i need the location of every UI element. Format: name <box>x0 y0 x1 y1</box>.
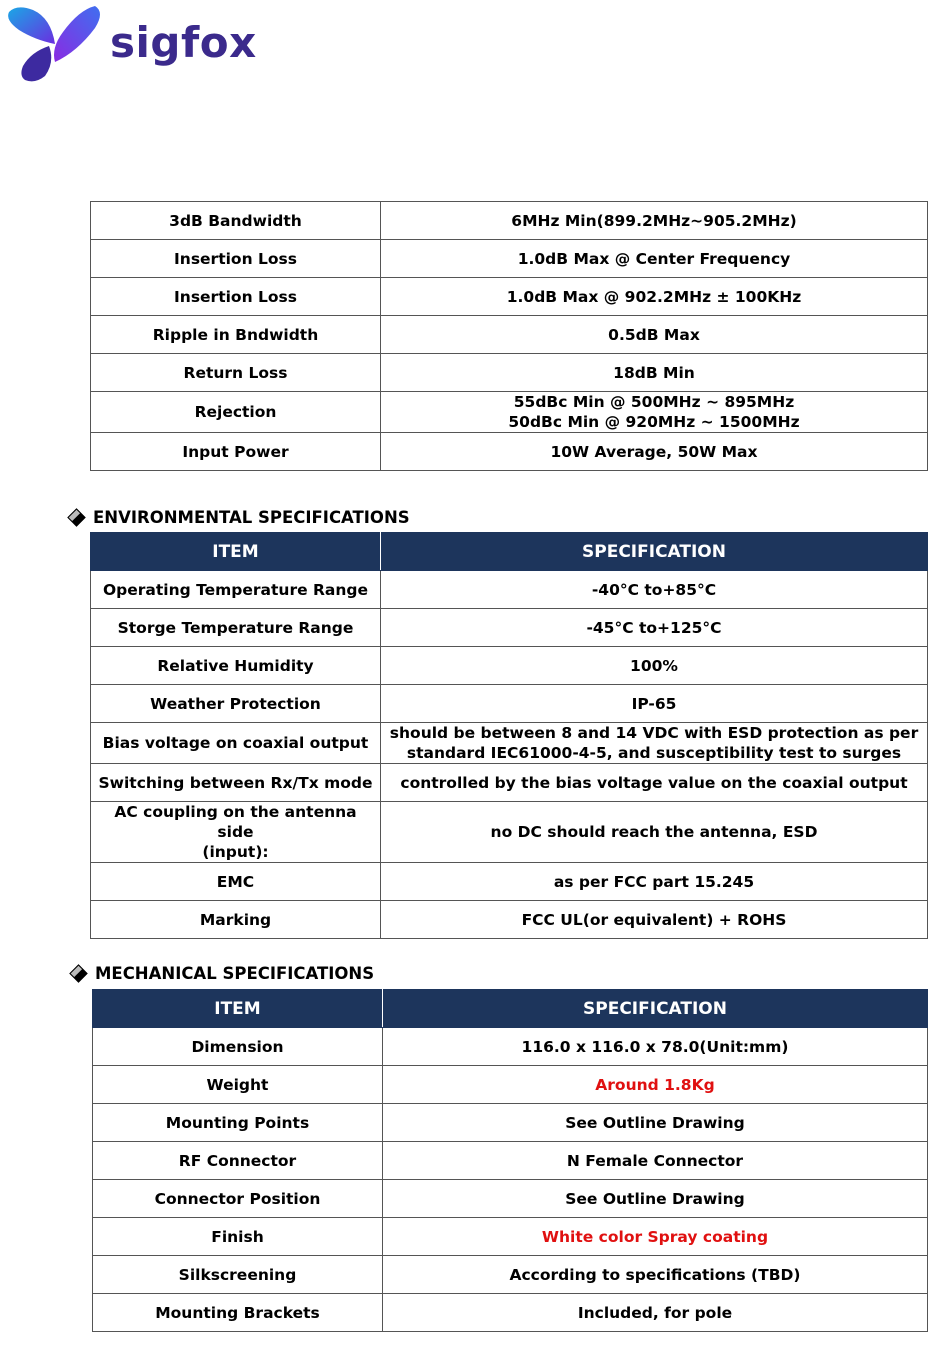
spec-cell <box>381 316 928 354</box>
table-row <box>93 1028 928 1066</box>
table-row <box>91 685 928 723</box>
table-row <box>93 1294 928 1332</box>
spec-cell <box>381 863 928 901</box>
spec-cell <box>381 392 928 433</box>
spec-cell-line: IP-65 <box>631 694 677 713</box>
item-cell-line: (input): <box>202 843 269 861</box>
table-row <box>91 571 928 609</box>
item-cell-line: Weather Protection <box>150 694 321 713</box>
item-cell <box>91 723 381 764</box>
item-cell: Silkscreening <box>93 1256 383 1294</box>
item-cell: RF Connector <box>93 1142 383 1180</box>
table-row <box>91 240 928 278</box>
environmental-spec-table <box>90 532 928 939</box>
spec-cell <box>381 609 928 647</box>
item-cell <box>91 901 381 939</box>
table-row <box>93 1142 928 1180</box>
spec-cell <box>381 802 928 863</box>
spec-cell <box>381 278 928 316</box>
item-cell-line: Switching between Rx/Tx mode <box>98 773 373 792</box>
item-cell: Weight <box>93 1066 383 1104</box>
spec-cell-line: FCC UL(or equivalent) + ROHS <box>521 910 787 929</box>
spec-cell <box>381 647 928 685</box>
table-row <box>91 354 928 392</box>
spec-cell-line: 50dBc Min @ 920MHz ~ 1500MHz <box>508 413 800 431</box>
spec-cell <box>381 723 928 764</box>
table-row <box>91 278 928 316</box>
table-row <box>91 392 928 433</box>
spec-cell-line: 10W Average, 50W Max <box>550 442 758 461</box>
item-cell: Ripple in Bndwidth <box>91 316 381 354</box>
table-row <box>91 901 928 939</box>
sigfox-butterfly-icon <box>5 4 105 82</box>
environmental-header-item: ITEM <box>91 533 381 571</box>
table-row <box>91 433 928 471</box>
item-cell-line: Relative Humidity <box>157 656 314 675</box>
sigfox-logo <box>5 4 257 82</box>
item-cell <box>91 685 381 723</box>
item-cell <box>91 802 381 863</box>
item-cell <box>91 609 381 647</box>
spec-cell-line: -40°C to+85°C <box>591 580 717 599</box>
item-cell: Mounting Brackets <box>93 1294 383 1332</box>
item-cell-line: Bias voltage on coaxial output <box>102 734 369 752</box>
spec-cell <box>381 433 928 471</box>
spec-cell-line: should be between 8 and 14 VDC with ESD protection as per <box>389 724 919 742</box>
spec-cell <box>381 571 928 609</box>
spec-cell: Included, for pole <box>383 1294 928 1332</box>
spec-cell-line: 1.0dB Max @ 902.2MHz ± 100KHz <box>506 287 802 306</box>
item-cell: Insertion Loss <box>91 240 381 278</box>
spec-cell-line: as per FCC part 15.245 <box>553 872 755 891</box>
table-row <box>91 202 928 240</box>
item-cell-line: Marking <box>199 910 272 929</box>
environmental-section-title <box>70 508 410 527</box>
spec-cell-line: 6MHz Min(899.2MHz~905.2MHz) <box>511 211 797 230</box>
table-row <box>91 609 928 647</box>
item-cell-line: Operating Temperature Range <box>102 580 369 599</box>
item-cell: Finish <box>93 1218 383 1256</box>
item-cell: Rejection <box>91 392 381 433</box>
spec-cell: Around 1.8Kg <box>383 1066 928 1104</box>
spec-cell <box>381 354 928 392</box>
spec-cell-line: standard IEC61000-4-5, and susceptibility test to surges <box>406 744 902 762</box>
item-cell: Mounting Points <box>93 1104 383 1142</box>
spec-cell-line: controlled by the bias voltage value on the coaxial output <box>400 773 908 792</box>
environmental-title-text: ENVIRONMENTAL SPECIFICATIONS <box>93 508 410 527</box>
table-row <box>91 764 928 802</box>
spec-cell-line: 100% <box>630 656 678 675</box>
spec-cell <box>381 685 928 723</box>
diamond-bullet-icon <box>67 508 85 526</box>
item-cell-line: EMC <box>216 872 255 891</box>
item-cell: Insertion Loss <box>91 278 381 316</box>
spec-cell-line: 0.5dB Max <box>608 325 700 344</box>
mechanical-header-spec: SPECIFICATION <box>383 990 928 1028</box>
spec-cell: N Female Connector <box>383 1142 928 1180</box>
mechanical-title-text: MECHANICAL SPECIFICATIONS <box>95 964 375 983</box>
environmental-header-spec: SPECIFICATION <box>381 533 928 571</box>
spec-cell: See Outline Drawing <box>383 1180 928 1218</box>
spec-cell: White color Spray coating <box>383 1218 928 1256</box>
mechanical-spec-table <box>92 989 928 1332</box>
table-row <box>93 1256 928 1294</box>
spec-cell: See Outline Drawing <box>383 1104 928 1142</box>
table-row <box>93 1104 928 1142</box>
table-row <box>91 802 928 863</box>
table-row <box>93 1218 928 1256</box>
sigfox-wordmark: sigfox <box>110 18 257 67</box>
table-row <box>91 863 928 901</box>
spec-cell <box>381 901 928 939</box>
item-cell: Dimension <box>93 1028 383 1066</box>
rf-spec-table <box>90 201 928 471</box>
mechanical-section-title <box>72 964 374 983</box>
table-row <box>93 1066 928 1104</box>
item-cell: Return Loss <box>91 354 381 392</box>
spec-cell-line: 1.0dB Max @ Center Frequency <box>517 249 791 268</box>
item-cell <box>91 764 381 802</box>
item-cell: Input Power <box>91 433 381 471</box>
item-cell: 3dB Bandwidth <box>91 202 381 240</box>
spec-cell-line: 18dB Min <box>613 363 695 382</box>
spec-cell <box>381 764 928 802</box>
item-cell-line: AC coupling on the antenna side <box>114 803 357 841</box>
spec-cell-line: -45°C to+125°C <box>586 618 722 637</box>
spec-cell: 116.0 x 116.0 x 78.0(Unit:mm) <box>383 1028 928 1066</box>
mechanical-header-item: ITEM <box>93 990 383 1028</box>
spec-cell <box>381 240 928 278</box>
diamond-bullet-icon <box>69 964 87 982</box>
spec-cell-line: 55dBc Min @ 500MHz ~ 895MHz <box>513 393 795 411</box>
item-cell <box>91 571 381 609</box>
spec-cell-line: no DC should reach the antenna, ESD <box>490 823 818 841</box>
table-row <box>91 316 928 354</box>
table-row <box>93 1180 928 1218</box>
item-cell: Connector Position <box>93 1180 383 1218</box>
table-row <box>91 647 928 685</box>
item-cell <box>91 863 381 901</box>
item-cell-line: Storge Temperature Range <box>117 618 354 637</box>
table-row <box>91 723 928 764</box>
spec-cell: According to specifications (TBD) <box>383 1256 928 1294</box>
item-cell <box>91 647 381 685</box>
spec-cell <box>381 202 928 240</box>
